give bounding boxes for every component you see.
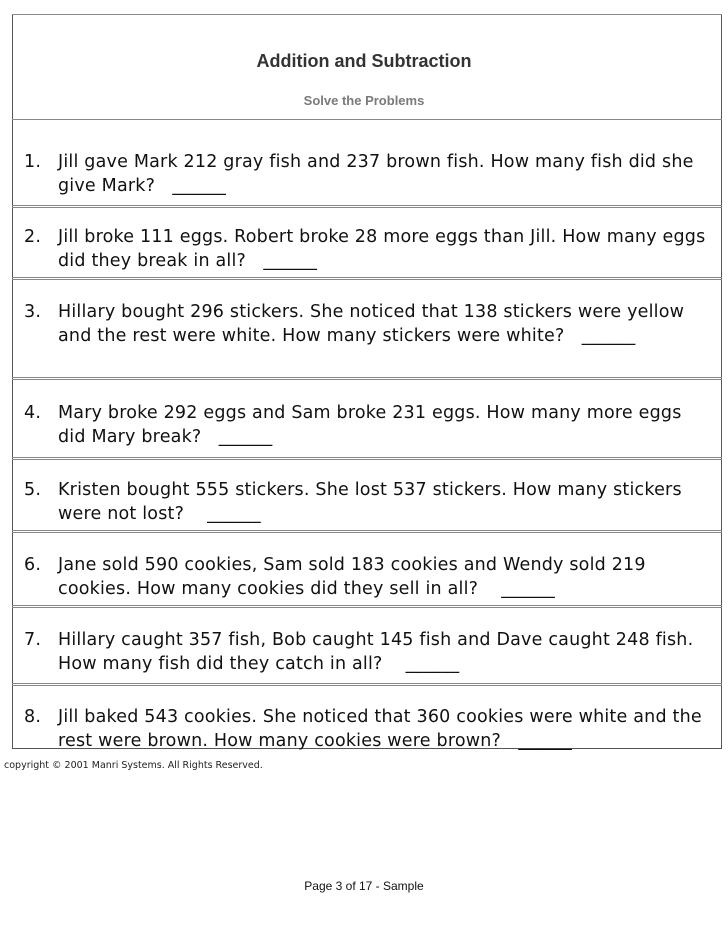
worksheet-subtitle: Solve the Problems	[303, 93, 425, 108]
problem-text: Jill baked 543 cookies. She noticed that 360 cookies were white and the rest were brown. How many cookies were brown? ______	[58, 707, 708, 751]
problem-item	[24, 478, 714, 526]
copyright-notice: copyright © 2001 Manri Systems. All Rights Reserved.	[4, 760, 263, 771]
problem-divider	[12, 457, 722, 460]
problem-text: Hillary caught 357 fish, Bob caught 145 fish and Dave caught 248 fish. How many fish did they catch in all? ______	[58, 630, 700, 674]
problem-item	[24, 628, 714, 676]
problem-text: Jill gave Mark 212 gray fish and 237 brown fish. How many fish did she give Mark? ______	[58, 152, 700, 196]
problem-number: 6.	[24, 555, 42, 575]
problem-number: 2.	[24, 227, 42, 247]
problem-number: 1.	[24, 152, 42, 172]
problem-number: 7.	[24, 630, 42, 650]
problem-text: Jane sold 590 cookies, Sam sold 183 cookies and Wendy sold 219 cookies. How many cookies did they sell in all? ______	[58, 555, 652, 599]
problem-item	[24, 705, 714, 753]
problem-divider	[12, 277, 722, 280]
problem-text: Kristen bought 555 stickers. She lost 537 stickers. How many stickers were not lost? ______	[58, 480, 688, 524]
problem-number: 4.	[24, 403, 42, 423]
problem-divider	[12, 205, 722, 208]
problem-text: Mary broke 292 eggs and Sam broke 231 eggs. How many more eggs did Mary break? ______	[58, 403, 688, 447]
problem-number: 3.	[24, 302, 42, 322]
problem-divider	[12, 530, 722, 533]
worksheet-title: Addition and Subtraction	[256, 51, 472, 71]
problem-text: Jill broke 111 eggs. Robert broke 28 more eggs than Jill. How many eggs did they break in all? ______	[58, 227, 712, 271]
page-number: Page 3 of 17 - Sample	[304, 879, 424, 893]
problem-divider	[12, 683, 722, 686]
problem-number: 8.	[24, 707, 42, 727]
problem-text: Hillary bought 296 stickers. She noticed that 138 stickers were yellow and the rest were white. How many stickers were white? ______	[58, 302, 690, 346]
problem-item	[24, 225, 714, 273]
problem-divider	[12, 377, 722, 380]
problem-divider	[12, 605, 722, 608]
header-top-rule	[12, 14, 722, 15]
problem-item	[24, 150, 714, 198]
problem-item	[24, 300, 714, 348]
problem-item	[24, 401, 714, 449]
header-bottom-rule	[12, 119, 722, 120]
problem-item	[24, 553, 714, 601]
problem-number: 5.	[24, 480, 42, 500]
